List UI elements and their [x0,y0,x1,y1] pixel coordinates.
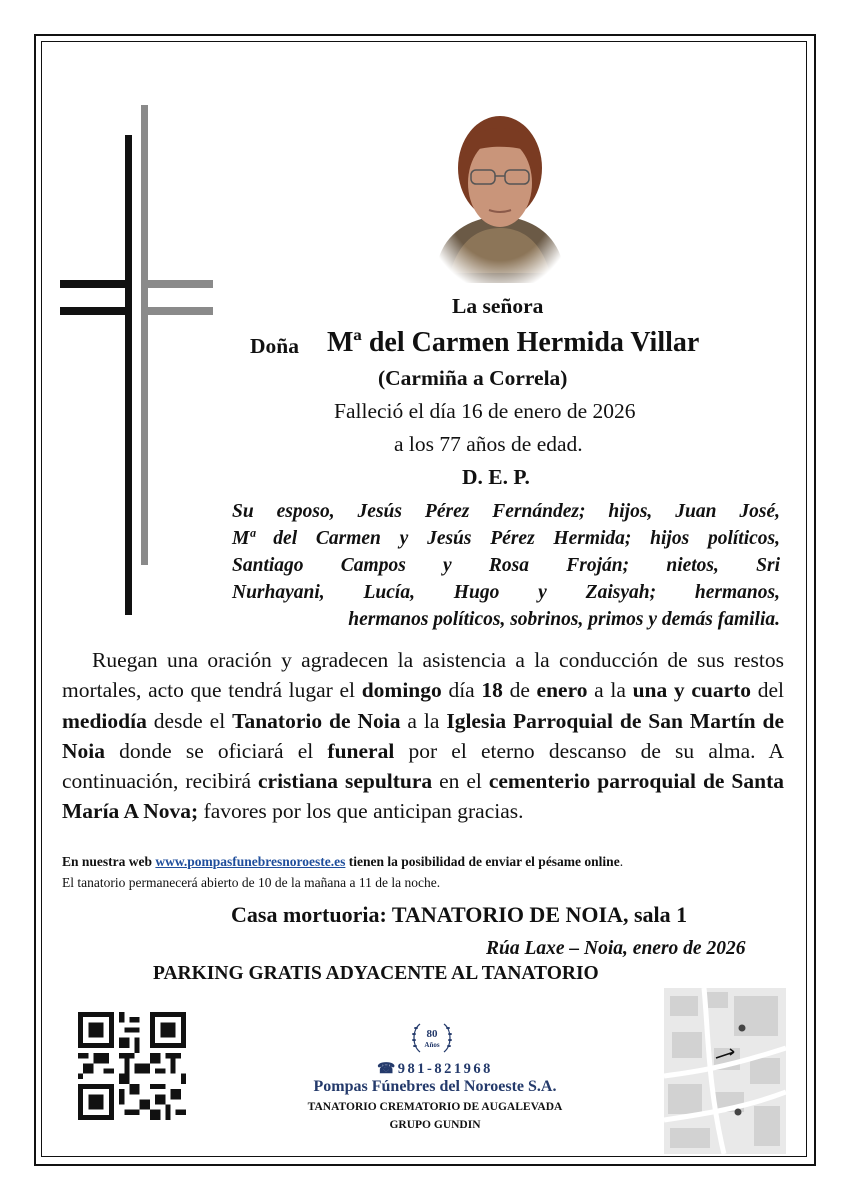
burial: cristiana sepultura [257,769,433,794]
text-run: del [751,678,784,703]
anniversary-logo-icon [408,1018,456,1060]
rip-line: D. E. P. [462,465,530,489]
time: una y cuarto [632,678,752,703]
church: Iglesia Parroquial de San Martín de Noia [62,708,785,763]
family-line: Mª del Carmen y Jesús Pérez Hermida; hijos políticos, [232,528,780,549]
parking-notice: PARKING GRATIS ADYACENTE AL TANATORIO [153,963,599,984]
text-run: desde el [146,708,233,733]
logo-number: 80 [426,1028,438,1040]
period: . [619,854,624,869]
text-run: En nuestra web [62,854,156,869]
phone-line [250,1061,620,1078]
funeral: funeral [327,738,395,763]
website-link[interactable]: www.pompasfunebresnoroeste.es [155,854,346,869]
opening-hours: El tanatorio permanecerá abierto de 10 de la mañana a 11 de la noche. [62,875,441,890]
death-date-line: Falleció el día 16 de enero de 2026 [334,399,636,423]
family-line: hermanos políticos, sobrinos, primos y demás familia. [348,609,780,630]
place-date: Rúa Laxe – Noia, enero de 2026 [486,938,746,959]
month: enero [536,678,588,703]
cross-icon [58,100,218,620]
online-notice [62,854,623,870]
text-run: a la [587,678,633,703]
text-run: Ruegan una oración y agradecen la asistencia a la conducción de sus restos mortales, acto que tendrá lugar el [62,648,784,703]
nickname: (Carmiña a Correla) [378,366,568,390]
text-run: día [441,678,482,703]
text-run: tienen la posibilidad de enviar el pésame online [345,854,620,869]
company-name: Pompas Fúnebres del Noroeste S.A. [313,1078,557,1095]
group-name: GRUPO GUNDIN [389,1119,481,1131]
family-list [232,498,780,633]
phone-icon: ☎ [377,1061,398,1077]
text-run: favores por los que anticipan gracias. [198,799,524,824]
portrait-photo [425,88,575,283]
map-pin-icon [739,1025,746,1032]
logo-label: Años [424,1041,440,1049]
qr-code[interactable] [78,1012,186,1120]
family-line: Su esposo, Jesús Pérez Fernández; hijos, Juan José, [232,501,780,522]
deceased-name: Mª del Carmen Hermida Villar [327,327,700,358]
text-run: en el [432,769,489,794]
cemetery: cementerio parroquial de Santa María A Nova; [62,769,785,824]
honorific: Doña [250,334,299,358]
age-line: a los 77 años de edad. [394,432,583,456]
crematorium-name: TANATORIO CREMATORIO DE AUGALEVADA [307,1101,563,1113]
family-line: Nurhayani, Lucía, Hugo y Zaisyah; hermanos, [232,582,780,603]
text-run: donde se oficiará el [105,738,328,763]
announcement-paragraph [62,645,784,827]
family-line: Santiago Campos y Rosa Froján; nietos, Sri [232,555,780,576]
text-run: a la [400,708,447,733]
origin-place: Tanatorio de Noia [232,708,401,733]
funeral-home: Casa mortuoria: TANATORIO DE NOIA, sala 1 [231,902,688,927]
text-run: por el eterno descanso de su alma. A continuación, recibirá [62,738,784,794]
midday: mediodía [62,708,147,733]
title-line: La señora [452,294,544,318]
phone-number: 981-821968 [397,1061,493,1077]
day-name: domingo [361,678,442,703]
day-number: 18 [481,678,503,703]
map-pin-icon [735,1109,742,1116]
location-map[interactable] [664,988,786,1154]
text-run: de [502,678,537,703]
